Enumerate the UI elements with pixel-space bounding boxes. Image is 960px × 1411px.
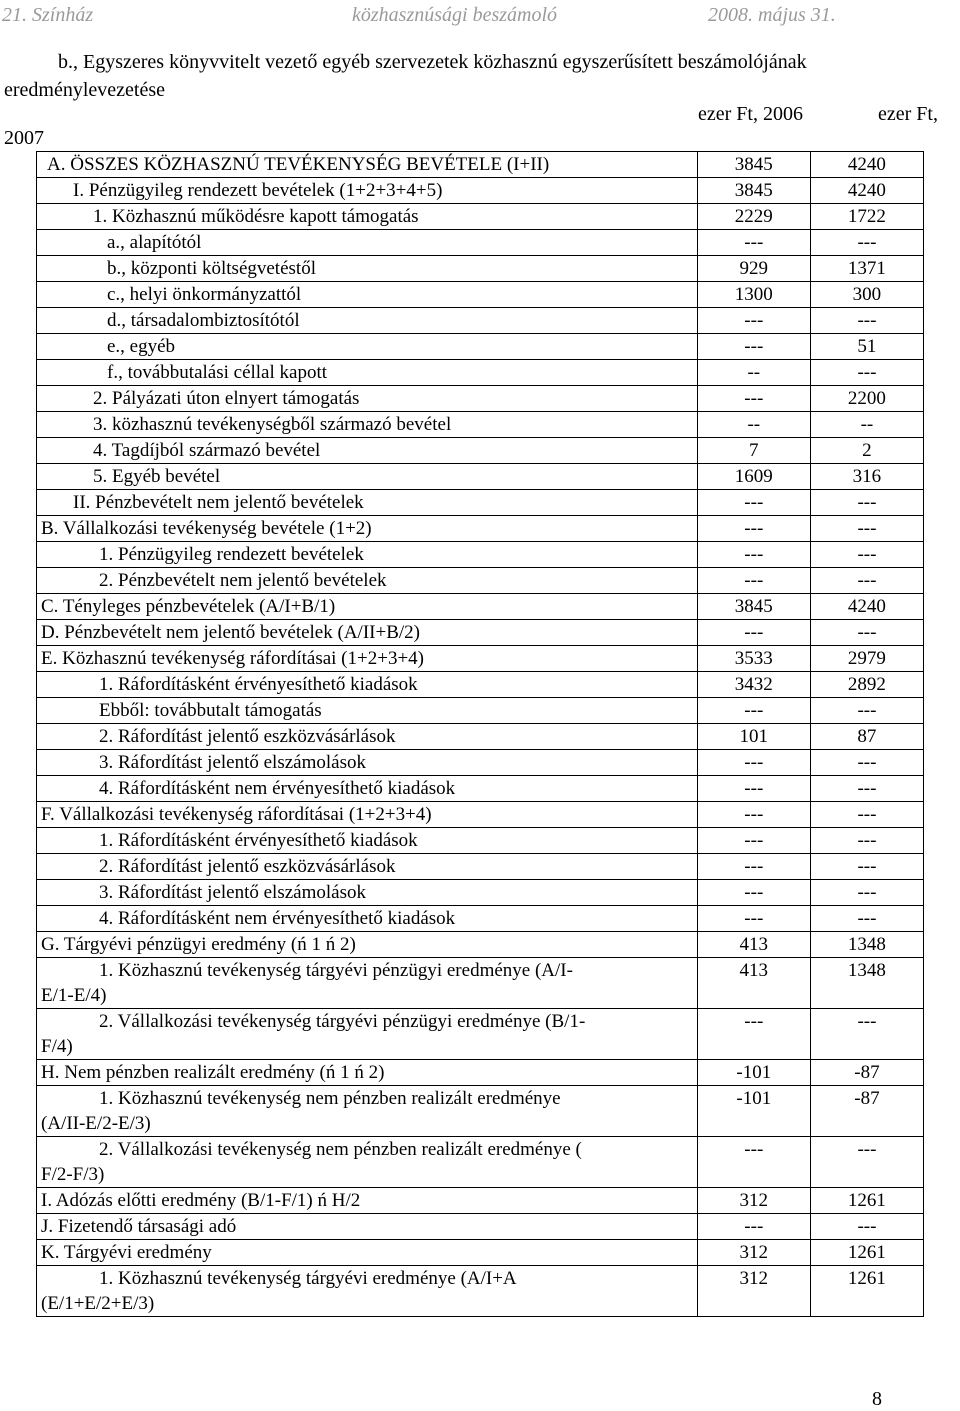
row-label-text: d., társadalombiztosítótól	[107, 310, 300, 331]
value-2007: ---	[810, 1214, 923, 1240]
table-row	[37, 646, 924, 672]
value-2006: ---	[697, 620, 810, 646]
value-2007: 2200	[810, 386, 923, 412]
units-2006: ezer Ft, 2006	[698, 103, 803, 125]
table-row	[37, 230, 924, 256]
row-label-text: 1. Ráfordításként érvényesíthető kiadások	[99, 830, 418, 851]
row-label-continuation: F/2-F/3)	[41, 1164, 105, 1185]
table-row	[37, 412, 924, 438]
row-label	[37, 672, 698, 698]
value-2007: ---	[810, 542, 923, 568]
table-row	[37, 1188, 924, 1214]
value-2006: ---	[697, 516, 810, 542]
row-label-continuation: F/4)	[41, 1036, 73, 1057]
value-2006: ---	[697, 1009, 810, 1060]
units-2007-year: 2007	[4, 127, 44, 149]
row-label	[37, 958, 698, 1009]
table-row	[37, 516, 924, 542]
value-2006: ---	[697, 386, 810, 412]
row-label	[37, 568, 698, 594]
table-row	[37, 776, 924, 802]
row-label	[37, 932, 698, 958]
value-2007: 4240	[810, 594, 923, 620]
header-date: 2008. május 31.	[708, 4, 836, 26]
row-label	[37, 1060, 698, 1086]
page-header	[0, 4, 960, 32]
value-2006: 929	[697, 256, 810, 282]
row-label-text: 3. Ráfordítást jelentő elszámolások	[99, 882, 366, 903]
value-2006: 3845	[697, 152, 810, 178]
value-2007: ---	[810, 516, 923, 542]
value-2006: ---	[697, 880, 810, 906]
row-label	[37, 750, 698, 776]
header-doc-type: közhasznúsági beszámoló	[352, 4, 558, 26]
row-label-text: e., egyéb	[107, 336, 176, 357]
row-label	[37, 152, 698, 178]
row-label-text: c., helyi önkormányzattól	[107, 284, 302, 305]
row-label-text: J. Fizetendő társasági adó	[41, 1216, 237, 1237]
heading-line-1: b., Egyszeres könyvvitelt vezető egyéb szervezetek közhasznú egyszerűsített beszámolójának	[58, 51, 807, 73]
value-2006: ---	[697, 828, 810, 854]
table-row	[37, 932, 924, 958]
row-label-text: D. Pénzbevételt nem jelentő bevételek (A/II+B/2)	[41, 622, 420, 643]
row-label	[37, 1137, 698, 1188]
row-label	[37, 1214, 698, 1240]
header-org: 21. Színház	[2, 4, 94, 26]
table-row	[37, 880, 924, 906]
row-label	[37, 1240, 698, 1266]
page-number: 8	[872, 1388, 882, 1410]
row-label-text: II. Pénzbevételt nem jelentő bevételek	[73, 492, 364, 513]
row-label	[37, 204, 698, 230]
row-label	[37, 1086, 698, 1137]
row-label-text: a., alapítótól	[107, 232, 202, 253]
value-2007: ---	[810, 308, 923, 334]
row-label-text: 1. Közhasznú működésre kapott támogatás	[93, 206, 419, 227]
value-2006: ---	[697, 750, 810, 776]
row-label	[37, 360, 698, 386]
value-2006: 3533	[697, 646, 810, 672]
table-row	[37, 1009, 924, 1060]
row-label	[37, 1009, 698, 1060]
value-2006: --	[697, 412, 810, 438]
row-label	[37, 516, 698, 542]
value-2006: 3432	[697, 672, 810, 698]
row-label-text: 3. közhasznú tevékenységből származó bevétel	[93, 414, 452, 435]
value-2006: ---	[697, 906, 810, 932]
value-2006: -101	[697, 1060, 810, 1086]
value-2006: ---	[697, 542, 810, 568]
table-row	[37, 360, 924, 386]
row-label-text: 2. Vállalkozási tevékenység tárgyévi pénzügyi eredménye (B/1-	[99, 1011, 586, 1032]
table-row	[37, 464, 924, 490]
income-statement-table	[36, 151, 924, 1317]
value-2007: 1261	[810, 1266, 923, 1317]
row-label	[37, 256, 698, 282]
value-2007: ---	[810, 802, 923, 828]
table-row	[37, 438, 924, 464]
table-row	[37, 568, 924, 594]
value-2007: ---	[810, 906, 923, 932]
row-label-text: Ebből: továbbutalt támogatás	[99, 700, 322, 721]
table-row	[37, 672, 924, 698]
value-2006: 1609	[697, 464, 810, 490]
row-label-text: 2. Pályázati úton elnyert támogatás	[93, 388, 360, 409]
row-label-text: I. Adózás előtti eredmény (B/1-F/1) ń H/2	[41, 1190, 361, 1211]
row-label-text: G. Tárgyévi pénzügyi eredmény (ń 1 ń 2)	[41, 934, 356, 955]
value-2007: ---	[810, 1009, 923, 1060]
value-2007: ---	[810, 620, 923, 646]
heading-line-2: eredménylevezetése	[4, 79, 166, 101]
value-2007: 1371	[810, 256, 923, 282]
table-row	[37, 1240, 924, 1266]
value-2007: ---	[810, 698, 923, 724]
table-row	[37, 542, 924, 568]
row-label-text: 4. Tagdíjból származó bevétel	[93, 440, 321, 461]
value-2006: ---	[697, 308, 810, 334]
value-2007: ---	[810, 230, 923, 256]
section-heading	[4, 48, 954, 104]
value-2007: -87	[810, 1086, 923, 1137]
table-row	[37, 854, 924, 880]
row-label	[37, 230, 698, 256]
table-row	[37, 1060, 924, 1086]
value-2006: 101	[697, 724, 810, 750]
value-2007: 316	[810, 464, 923, 490]
row-label	[37, 542, 698, 568]
row-label	[37, 698, 698, 724]
value-2007: ---	[810, 360, 923, 386]
row-label-text: 4. Ráfordításként nem érvényesíthető kiadások	[99, 908, 456, 929]
row-label-text: 3. Ráfordítást jelentő elszámolások	[99, 752, 366, 773]
value-2006: ---	[697, 490, 810, 516]
row-label	[37, 802, 698, 828]
row-label-text: 2. Ráfordítást jelentő eszközvásárlások	[99, 726, 396, 747]
value-2006: ---	[697, 568, 810, 594]
table-row	[37, 386, 924, 412]
value-2007: --	[810, 412, 923, 438]
table-row	[37, 802, 924, 828]
row-label-text: 1. Közhasznú tevékenység tárgyévi pénzügyi eredménye (A/I-	[99, 960, 573, 981]
value-2006: ---	[697, 802, 810, 828]
table-row	[37, 1214, 924, 1240]
row-label	[37, 282, 698, 308]
table-row	[37, 1086, 924, 1137]
units-2007: ezer Ft,	[878, 103, 938, 125]
value-2006: 1300	[697, 282, 810, 308]
value-2006: 312	[697, 1266, 810, 1317]
table-row	[37, 1137, 924, 1188]
row-label	[37, 178, 698, 204]
row-label	[37, 490, 698, 516]
row-label-text: H. Nem pénzben realizált eredmény (ń 1 ń 2)	[41, 1062, 385, 1083]
value-2006: ---	[697, 230, 810, 256]
value-2006: 3845	[697, 594, 810, 620]
row-label	[37, 854, 698, 880]
value-2007: 1348	[810, 932, 923, 958]
row-label	[37, 1266, 698, 1317]
table-row	[37, 1266, 924, 1317]
table-row	[37, 750, 924, 776]
value-2007: ---	[810, 1137, 923, 1188]
table-row	[37, 204, 924, 230]
row-label	[37, 308, 698, 334]
table-row	[37, 334, 924, 360]
value-2007: 2892	[810, 672, 923, 698]
value-2007: ---	[810, 490, 923, 516]
row-label-text: 1. Közhasznú tevékenység tárgyévi eredménye (A/I+A	[99, 1268, 517, 1289]
row-label	[37, 828, 698, 854]
row-label	[37, 1188, 698, 1214]
row-label-text: 1. Közhasznú tevékenység nem pénzben realizált eredménye	[99, 1088, 561, 1109]
value-2007: 2	[810, 438, 923, 464]
value-2007: 2979	[810, 646, 923, 672]
row-label-text: 2. Vállalkozási tevékenység nem pénzben realizált eredménye (	[99, 1139, 582, 1160]
value-2006: 413	[697, 958, 810, 1009]
value-2007: 1348	[810, 958, 923, 1009]
value-2007: 300	[810, 282, 923, 308]
table-row	[37, 308, 924, 334]
table-row	[37, 620, 924, 646]
value-2006: 312	[697, 1240, 810, 1266]
row-label-text: I. Pénzügyileg rendezett bevételek (1+2+3+4+5)	[73, 180, 443, 201]
row-label-text: F. Vállalkozási tevékenység ráfordításai (1+2+3+4)	[41, 804, 432, 825]
value-2007: -87	[810, 1060, 923, 1086]
row-label-continuation: (E/1+E/2+E/3)	[41, 1293, 155, 1314]
row-label-text: E. Közhasznú tevékenység ráfordításai (1+2+3+4)	[41, 648, 424, 669]
table-row	[37, 178, 924, 204]
row-label-text: 5. Egyéb bevétel	[93, 466, 221, 487]
table-row	[37, 256, 924, 282]
row-label-continuation: (A/II-E/2-E/3)	[41, 1113, 151, 1134]
row-label-text: B. Vállalkozási tevékenység bevétele (1+2)	[41, 518, 372, 539]
table-row	[37, 958, 924, 1009]
row-label-continuation: E/1-E/4)	[41, 985, 107, 1006]
value-2007: 51	[810, 334, 923, 360]
row-label	[37, 464, 698, 490]
table-row	[37, 594, 924, 620]
value-2007: ---	[810, 880, 923, 906]
table-row	[37, 152, 924, 178]
value-2007: ---	[810, 854, 923, 880]
row-label-text: K. Tárgyévi eredmény	[41, 1242, 212, 1263]
row-label	[37, 906, 698, 932]
value-2006: ---	[697, 334, 810, 360]
row-label	[37, 412, 698, 438]
table-row	[37, 490, 924, 516]
value-2006: 7	[697, 438, 810, 464]
value-2006: --	[697, 360, 810, 386]
value-2006: ---	[697, 854, 810, 880]
row-label	[37, 438, 698, 464]
row-label-text: f., továbbutalási céllal kapott	[107, 362, 328, 383]
row-label	[37, 386, 698, 412]
row-label-text: 4. Ráfordításként nem érvényesíthető kiadások	[99, 778, 456, 799]
table-row	[37, 828, 924, 854]
value-2007: 4240	[810, 178, 923, 204]
row-label-text: b., központi költségvetéstől	[107, 258, 316, 279]
value-2007: ---	[810, 750, 923, 776]
row-label-text: A. ÖSSZES KÖZHASZNÚ TEVÉKENYSÉG BEVÉTELE (I+II)	[47, 154, 550, 175]
value-2006: 3845	[697, 178, 810, 204]
row-label-text: C. Tényleges pénzbevételek (A/I+B/1)	[41, 596, 336, 617]
row-label	[37, 646, 698, 672]
value-2006: ---	[697, 776, 810, 802]
row-label-text: 2. Pénzbevételt nem jelentő bevételek	[99, 570, 387, 591]
row-label	[37, 880, 698, 906]
value-2007: 87	[810, 724, 923, 750]
value-2007: 4240	[810, 152, 923, 178]
table-row	[37, 698, 924, 724]
table-row	[37, 282, 924, 308]
value-2006: -101	[697, 1086, 810, 1137]
row-label	[37, 594, 698, 620]
row-label	[37, 620, 698, 646]
value-2007: 1261	[810, 1188, 923, 1214]
row-label-text: 1. Pénzügyileg rendezett bevételek	[99, 544, 364, 565]
value-2006: 413	[697, 932, 810, 958]
row-label-text: 1. Ráfordításként érvényesíthető kiadások	[99, 674, 418, 695]
value-2007: ---	[810, 828, 923, 854]
table-row	[37, 724, 924, 750]
row-label	[37, 724, 698, 750]
row-label-text: 2. Ráfordítást jelentő eszközvásárlások	[99, 856, 396, 877]
row-label	[37, 334, 698, 360]
value-2006: 2229	[697, 204, 810, 230]
value-2007: 1261	[810, 1240, 923, 1266]
row-label	[37, 776, 698, 802]
value-2006: ---	[697, 1137, 810, 1188]
value-2006: 312	[697, 1188, 810, 1214]
value-2007: 1722	[810, 204, 923, 230]
value-2007: ---	[810, 776, 923, 802]
table-row	[37, 906, 924, 932]
value-2006: ---	[697, 1214, 810, 1240]
value-2006: ---	[697, 698, 810, 724]
value-2007: ---	[810, 568, 923, 594]
